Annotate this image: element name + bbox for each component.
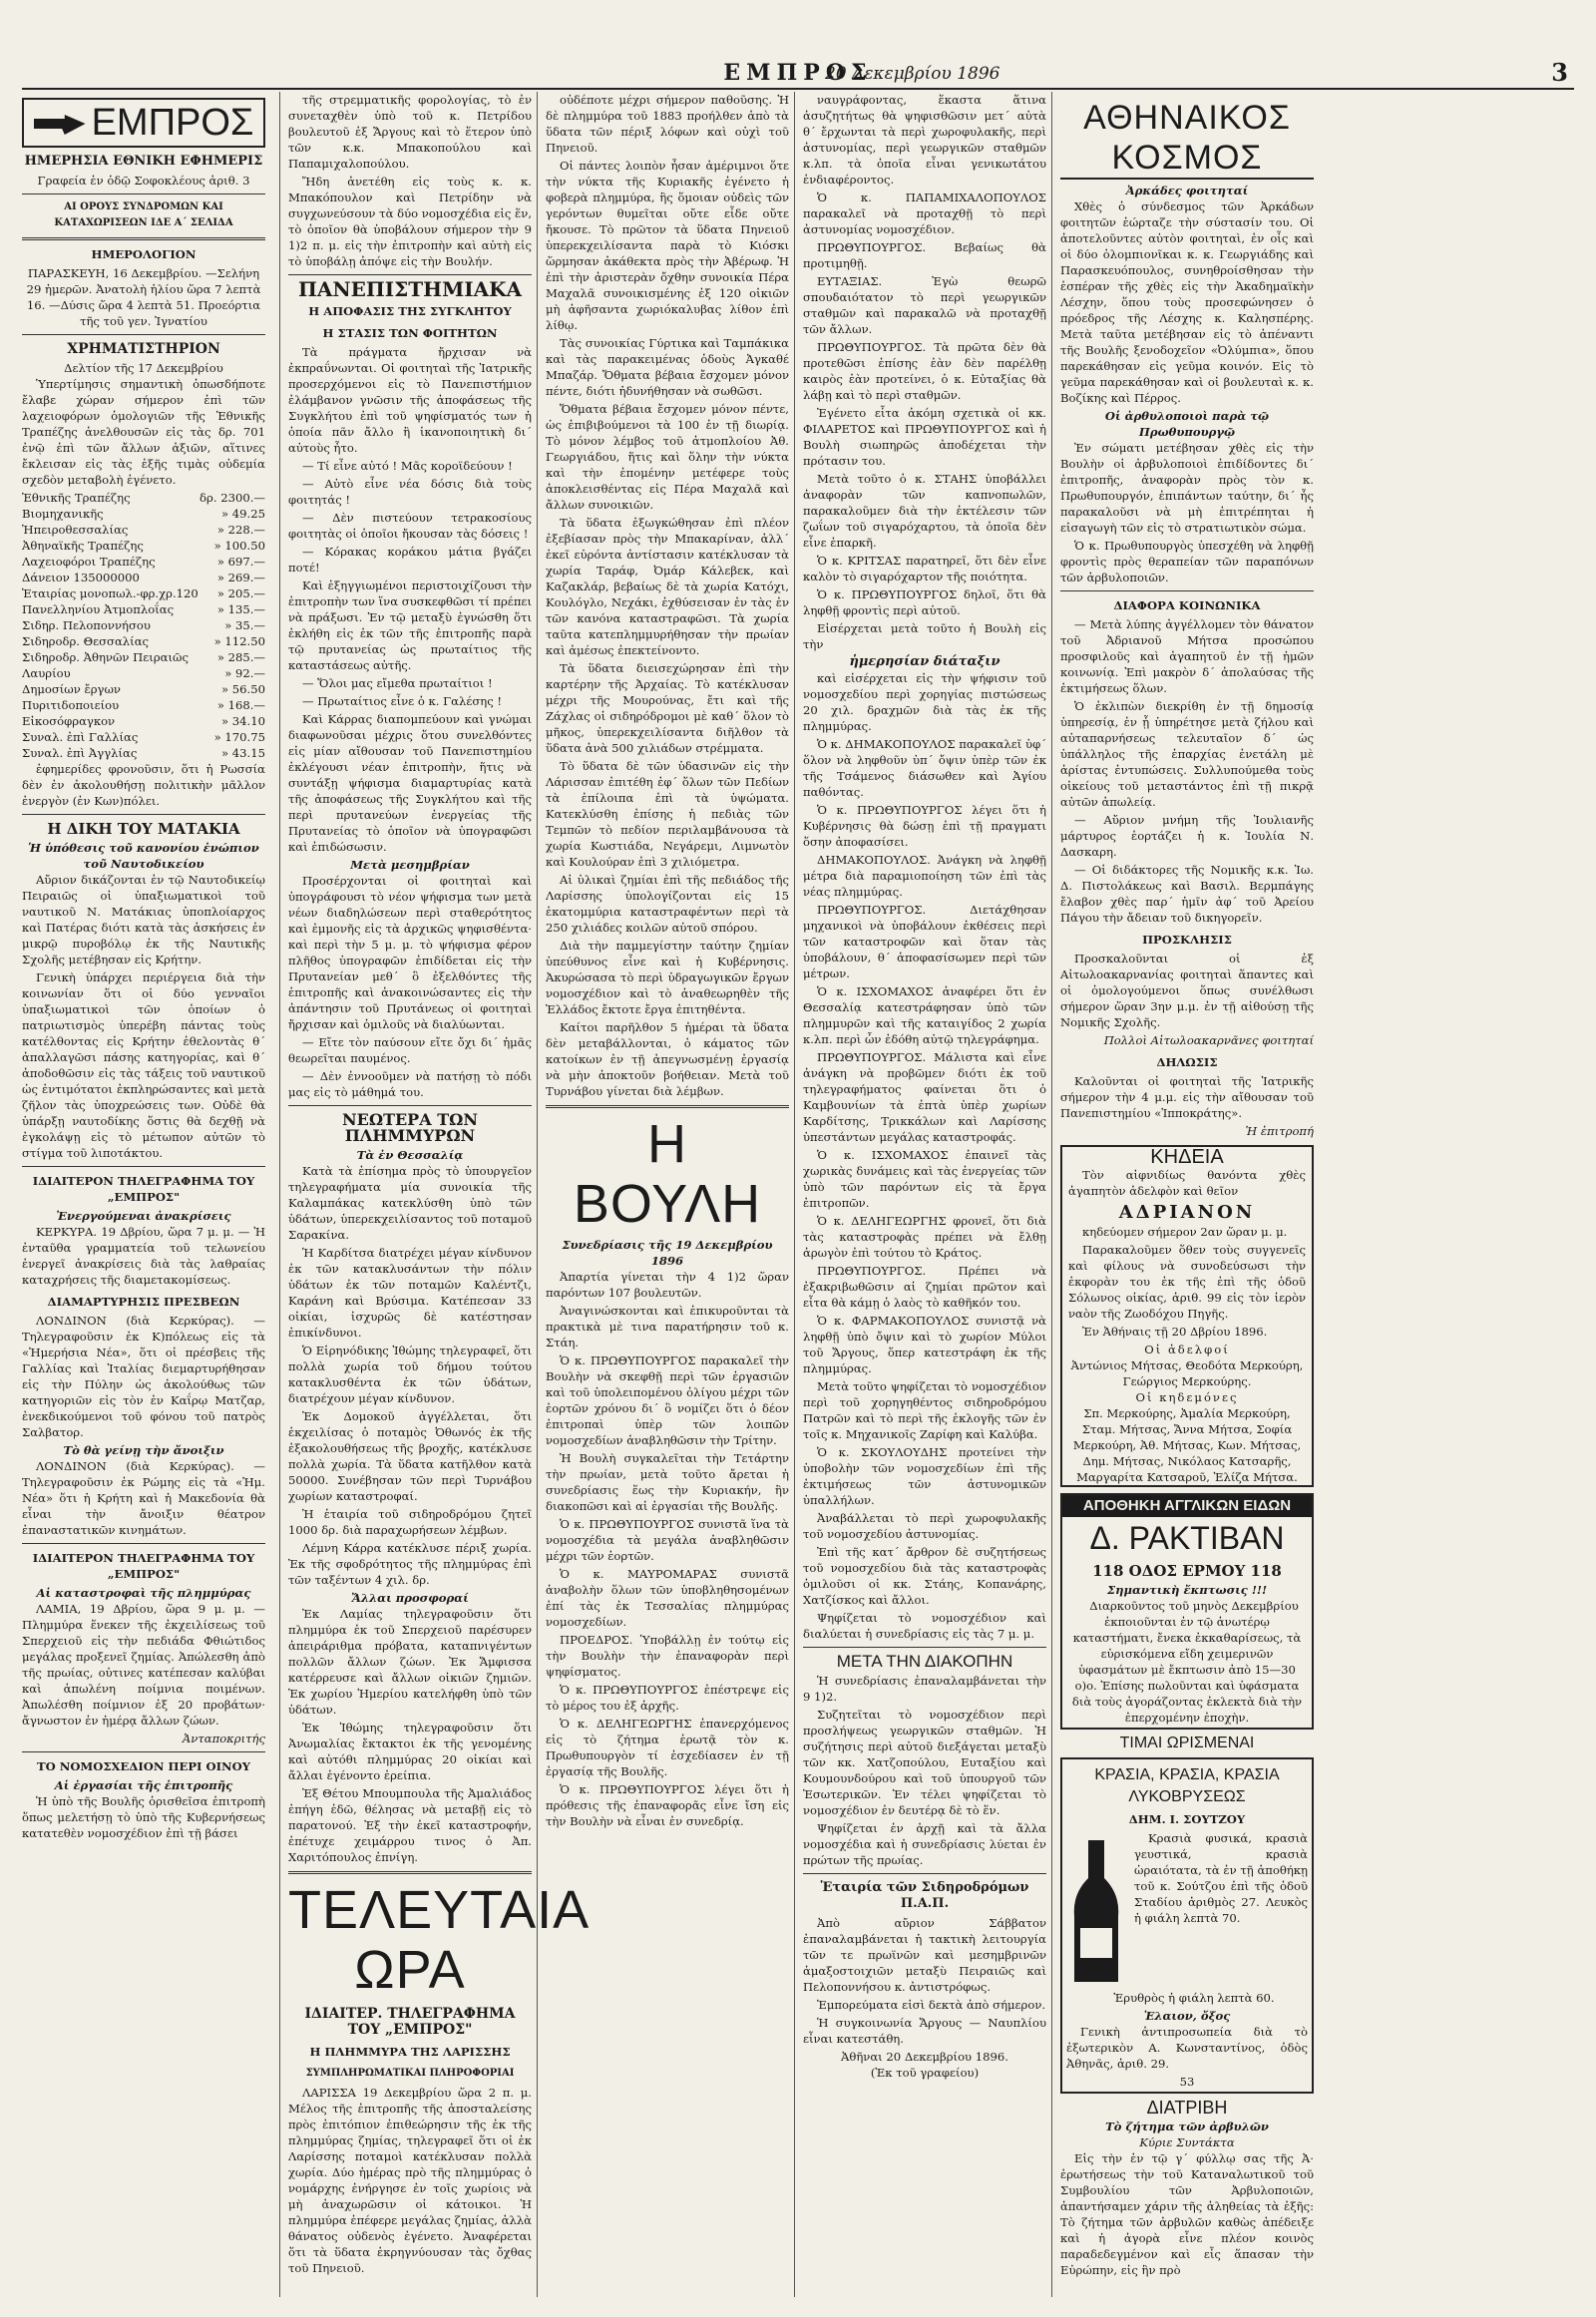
- parliament-p2: Ἀναγινώσκονται καὶ ἐπικυροῦνται τὰ πρακτικὰ μὲ τινα παρατήρησιν τοῦ κ. Στάη.: [546, 1304, 789, 1350]
- column-5: [1051, 92, 1314, 2297]
- col4-p9: Ὁ κ. ΠΡΩΘΥΠΟΥΡΓΟΣ δηλοῖ, ὅτι θὰ ληφθῇ φροντὶς περὶ αὐτοῦ.: [803, 587, 1046, 617]
- social-p3: — Αὔριον μνήμη τῆς Ἰουλιανῆς μάρτυρος ἑορτάζει ἡ κ. Ἰουλία Ν. Δασκαρη.: [1060, 813, 1314, 859]
- university-p1: Τὰ πράγματα ἤρχισαν νὰ ἐκπραΰνωνται. Οἱ φοιτηταὶ τῆς Ἰατρικῆς προσερχόμενοι εἰς τὸ Πανεπιστήμιον ἐλάμβανον γνῶσιν τῆς ἀποφάσεως τῆς Συγκλήτου ἐπὶ τοῦ ψηφίσματός των ἡ ὁποία πᾶν ἄλλο ἢ ἱκανοποιητικὴ δι΄ αὐτοὺς ἦτο.: [288, 345, 532, 455]
- parliament-p10: Ὁ κ. ΠΡΩΘΥΠΟΥΡΓΟΣ λέγει ὅτι ἡ πρόθεσις τῆς ἐπαναφορᾶς εἶνε ἴση εἰς τὴν Βουλὴν νὰ εἶναι ἐν συνεδρίᾳ.: [546, 1782, 789, 1828]
- stock-row: [22, 681, 265, 697]
- col2-p1: τῆς στρεμματικῆς φορολογίας, τὸ ἐν συνεταχθὲν ὑπὸ τοῦ κ. Πετρίδου βουλευτοῦ ἐξ Ἄργους καὶ τὸ ἕτερον ὑπὸ τῶν κ.κ. Μπακοπούλου καὶ Παπαμιχαλοπούλου.: [288, 93, 532, 171]
- wine-oil-subtitle: Ἐλαιον, ὄξος: [1143, 2009, 1231, 2023]
- railway-title: Ἑταιρία τῶν Σιδηροδρόμων Π.Α.Π.: [820, 1880, 1029, 1911]
- social-p4: — Οἱ διδάκτορες τῆς Νομικῆς κ.κ. Ἰω. Δ. Πιστολάκεως καὶ Βασιλ. Βερμπάγης ἔλαβον χθὲς παρ΄ ἡμῖν ἀφ΄ τοῦ Ἀρείου Πάγου τὴν ἄδειαν τοῦ δικηγορεῖν.: [1060, 863, 1314, 925]
- stock-row: [22, 665, 265, 681]
- col4-p22: Μετὰ τοῦτο ψηφίζεται τὸ νομοσχέδιον περὶ τοῦ χορηγηθέντος σιδηροδρόμου Πατρῶν καὶ τὸ περὶ τῆς ἐκλογῆς τῶν ἐν τοῖς κ. Μηχανικοῖς Ζαρίφη καὶ Καλύβα.: [803, 1379, 1046, 1441]
- order-of-day-title: ἡμερησίαν διάταξιν: [849, 654, 1000, 669]
- university-p5: — Κόρακας κοράκου μάτια βγάζει ποτέ!: [288, 545, 532, 575]
- protest-title: ΔΙΑΜΑΡΤΥΡΗΣΙΣ ΠΡΕΣΒΕΩΝ: [47, 1295, 240, 1309]
- page-header: [22, 60, 1574, 90]
- exchange-subtitle: Δελτίον τῆς 17 Δεκεμβρίου: [64, 361, 223, 375]
- diatribe-subtitle: Τὸ ζήτημα τῶν ἀρβυλῶν: [1105, 2120, 1269, 2133]
- parliament-p7: ΠΡΟΕΔΡΟΣ. Ὑποβάλλῃ ἐν τούτῳ εἰς τὴν Βουλὴν τὴν ἐπαναφορὰν περὶ ψηφίσματος.: [546, 1633, 789, 1679]
- athens-society-p1: Χθὲς ὁ σύνδεσμος τῶν Ἀρκάδων φοιτητῶν ἑώρταζε τὴν σύστασίν του. Οἱ ἀποτελοῦντες αὐτὸν φοιτηταὶ, ἐν οἷς καὶ οἱ δύο ὁλομπιονῖκαι κ. κ. Γεωργιάδης καὶ Παρασκευόπουλος, συνηθροίσθησαν τὴν ἑσπέραν τῆς χθὲς εἰς τὴν Ἀκαδημαϊκὴν Λέσχην, ὅπου τοὺς προσεφώνησεν ὁ πρόεδρος τῆς Λέσχης κ. Καλησπέρης. Μετὰ ταῦτα μετέβησαν εἰς τὸ ἀπέναντι τῆς Βουλῆς ξενοδοχεῖον «Ὀλύμπια», ὅπου παρεκάθησαν εἰς γεῦμα κοινόν. Εἰς τὸ γεῦμα παρεκάθησαν καὶ οἱ βουλευταὶ κ. κ. Βοζίκης καὶ Πέρρος.: [1060, 199, 1314, 405]
- stock-name: Πυριτιδοποιείου: [22, 698, 120, 712]
- stock-row: [22, 633, 265, 649]
- parliament-p5: Ὁ κ. ΠΡΩΘΥΠΟΥΡΓΟΣ συνιστᾶ ἵνα τὰ νομοσχέδια τὰ μεγάλα ἀναβληθῶσιν μέχρι τῶν ἑορτῶν.: [546, 1517, 789, 1563]
- matakia-title: Η ΔΙΚΗ ΤΟΥ ΜΑΤΑΚΙΑ: [47, 820, 240, 838]
- stock-name: Δάνειον 135000000: [22, 571, 140, 584]
- pointing-hand-icon: [34, 115, 86, 135]
- floods-p4: Ἐκ Δομοκοῦ ἀγγέλλεται, ὅτι ἐκχειλίσας ὁ ποταμὸς Ὀθωνός ἐκ τῆς ἐξακολουθήσεως τῆς βροχῆς, κατέκλυσε πολλὰ χωρία. Τὰ ὕδατα κατῆλθον κατὰ 50000. Συνέβησαν τῶν περὶ Τυρνάβου χωρίων καταστροφαί.: [288, 1409, 532, 1503]
- university-p11: — Δὲν ἐννοοῦμεν νὰ πατήσῃ τὸ πόδι μας εἰς τὸ μάθημά του.: [288, 1069, 532, 1099]
- wine-header-2: ΛΥΚΟΒΡΥΣΕΩΣ: [1128, 1788, 1246, 1805]
- wine-text: Κρασιὰ φυσικά, κρασιὰ γευστικά, κρασιὰ ὡραιότατα, τὰ ἐν τῇ ἀποθήκῃ τοῦ κ. Σούτζου ἐπὶ τῆς ὁδοῦ Σταδίου ἀριθμὸς 27. Λευκὸς ἡ φιάλη λεπτὰ 70.: [1134, 1831, 1308, 1925]
- col4-p3: ΠΡΩΘΥΠΟΥΡΓΟΣ. Βεβαίως θὰ προτιμηθῇ.: [803, 240, 1046, 270]
- last-hour-subtitle-2: Η ΠΛΗΜΜΥΡΑ ΤΗΣ ΛΑΡΙΣΣΗΣ: [309, 2045, 511, 2059]
- stock-row: [22, 522, 265, 538]
- stock-name: Ἑταιρίας μονοπωλ.-φρ.χρ.120: [22, 586, 199, 600]
- university-p2: — Τί εἶνε αὐτό ! Μᾶς κοροϊδεύουν !: [302, 459, 513, 473]
- floods-p9: Ἐξ Θέτου Μπουμπουλα τῆς Ἀμαλιάδος ἐπήγη ἐδῶ, θέλησας νὰ μεταβῇ εἰς τὸ παρατονού. Ἐξ τὴν ἐκεῖ καταστροφήν, ἐπέτυχε χειμάρρου τινος ὁ Ἀπ. Χαριτόπουλος ἐπνίγη.: [288, 1786, 532, 1864]
- declaration-signature: Ἡ ἐπιτροπή: [1245, 1124, 1314, 1138]
- shoemakers-p2: Ἐν σώματι μετέβησαν χθὲς εἰς τὴν Βουλὴν οἱ ἀρβυλοποιοὶ ἐπιδίδοντες δι΄ ἐπιτροπῆς, ἀναφορὰν πρὸς τὸν κ. Πρωθυπουργόν, ἐπιπάντων ταύτην, δι΄ ἧς παρακαλοῦσι νὰ μὴ ἐπιτρέπηται ἡ εἰσαγωγὴ τῶν εἰς τὸ στρατιωτικὸν σώμα.: [1060, 441, 1314, 535]
- columns: [22, 92, 1574, 2297]
- wine-owner: ΔΗΜ. Ι. ΣΟΥΤΖΟΥ: [1128, 1812, 1246, 1826]
- divider: [1060, 590, 1314, 591]
- wine-header: ΚΡΑΣΙΑ, ΚΡΑΣΙΑ, ΚΡΑΣΙΑ: [1094, 1766, 1280, 1783]
- stock-row: [22, 649, 265, 665]
- funeral-relatives: Σπ. Μερκούρης, Ἀμαλία Μερκούρη, Σταμ. Μήτσας, Ἄννα Μήτσα, Σοφία Μερκούρη, Ἀθ. Μήτσας, Κων. Μήτσας, Δημ. Μήτσας, Νικόλαος Κατσαρῆς, Μαργαρίτα Κατσαροῦ, Ἐλίζα Μήτσα.: [1072, 1406, 1302, 1484]
- col4-p24: Ἀναβάλλεται τὸ περὶ χωροφυλακῆς τοῦ νομοσχεδίου ἀστυνομίας.: [803, 1511, 1046, 1541]
- last-hour-text: ΛΑΡΙΣΣΑ 19 Δεκεμβρίου ὥρα 2 π. μ. Μέλος τῆς ἐπιτροπῆς τῆς ἀποσταλείσης πρὸς ἐπιτόπιον ἐπιθεώρησιν τῆς ἐκ τῆς πλημμύρας ζημίας, τηλεγραφεῖ ὅτι οἱ ἐκ Λαρίσσης ποταμοὶ κατέκλυσαν πολλὰ χωρία. Δύο ἡμέρας πρὸ τῆς πλημμύρας ὁ νομάρχης ἐνήργησε ἐν τοῖς χωρίοις νὰ μὴ ἀναχωρῶσιν οἱ κάτοικοι. Ἡ πλημμύρα ἐπέφερε μεγάλας ζημίας, ἀλλὰ θάνατος οὐδενὸς ἐγένετο. Ἀναφέρεται ὅτι τὰ ὕδατα ἐκρηγνύουσαν τὰς ὄχθας τοῦ Πηνειοῦ.: [288, 2086, 532, 2275]
- stock-table: [22, 490, 265, 761]
- stock-name: Ἠπειροθεσσαλίας: [22, 523, 129, 537]
- telegram2-subtitle: Αἱ καταστροφαὶ τῆς πλημμύρας: [36, 1586, 251, 1600]
- university-p6: Καὶ ἐξηγγιωμένοι περιστοιχίζουσι τὴν ἐπιτροπὴν των ἵνα συσκεφθῶσι τί πρέπει νὰ πράξωσι. Ἐν τῷ μεταξὺ ἐγνώσθη ὅτι ἐκλήθη εἰς ἐκ τῶν τῆς ἐπιτροπῆς παρὰ τῷ πρυτανείας ὡς πρωταίτιος τῆς καταστάσεως αὐτῆς.: [288, 579, 532, 672]
- declaration-p1: Καλοῦνται οἱ φοιτηταὶ τῆς Ἰατρικῆς σήμερον τὴν 4 μ.μ. εἰς τὴν αἴθουσαν τοῦ Πανεπιστημίου «Ἱπποκράτης».: [1060, 1074, 1314, 1120]
- floods-p2: Ἡ Καρδίτσα διατρέχει μέγαν κίνδυνον ἐκ τῶν κατακλυσάντων τὴν πόλιν ὑδάτων ἐκ τῶν ποταμῶν Καλέντζι, Καράνη καὶ Βρύσιμα. Κατέπεσαν 33 οἰκίαι, ἰσχυρῶς δὲ κατέστησαν ἐπικίνδυνοι.: [288, 1246, 532, 1340]
- masthead-box: [22, 98, 265, 148]
- col3-p7: Τὸ ὕδατα δὲ τῶν ὑδασινῶν εἰς τὴν Λάρισσαν ἐπιτέθη ἐφ΄ ὅλων τῶν Πεδίων τὰ ἐπίλοιπα ἐπὶ τὰ ὑψώματα. Κατεκλύσθη ἐπίσης ἡ πεδιὰς τῶν Τεμπῶν τὸ πεδίον περιλαμβάνουσα τὰ χωρία Κωστιάδα, Νεγάρεμι, Λιμνωτὸν καὶ Κουλούραν ἐπὶ 3 χιλιόμετρα.: [546, 759, 789, 869]
- divider: [288, 1105, 532, 1106]
- col4-p12: Ὁ κ. ΔΗΜΑΚΟΠΟΥΛΟΣ παρακαλεῖ ὑφ΄ ὅλον νὰ ληφθοῦν ὑπ΄ ὄψιν ὑπὲρ τῶν ἐκ τῆς Τσάμενος διάσωθεν καὶ Ἀγίου παθόντας.: [803, 737, 1046, 799]
- social-p1: — Μετὰ λύπης ἀγγέλλομεν τὸν θάνατον τοῦ Ἀδριανοῦ Μήτσα προσώπου προσφιλοῦς καὶ ἀγαπητοῦ ἐν τῇ ἡμῶν κοινωνίᾳ. Ἐπὶ μακρὸν δ΄ ἀπολαύσας τῆς ἐκτιμήσεως ὅλων.: [1060, 617, 1314, 695]
- railway-p1: Ἀπὸ αὔριον Σάββατον ἐπαναλαμβάνεται ἡ τακτικὴ λειτουργία τῶν τε πρωϊνῶν καὶ μεσημβρινῶν ἁμαξοστοιχιῶν μεταξὺ Πειραιῶς καὶ Πελοποννήσου κ. ἀντιστρόφως.: [803, 1916, 1046, 1994]
- shoemakers-subtitle: Οἱ ἀρθυλοποιοὶ παρὰ τῷ Πρωθυπουργῷ: [1104, 409, 1270, 439]
- col4-p6: Ἐγένετο εἶτα ἀκόμη σχετικὰ οἱ κκ. ΦΙΛΑΡΕΤΟΣ καὶ ΠΡΩΘΥΠΟΥΡΓΟΣ καὶ ἡ Βουλὴ σιωπηρῶς ἀποδέχεται τὴν πρότασιν του.: [803, 406, 1046, 468]
- page-number: 3: [1551, 58, 1568, 87]
- column-4: [794, 92, 1046, 2297]
- telegram2-signature: Ἀνταποκριτής: [182, 1732, 265, 1745]
- col4-p13: Ὁ κ. ΠΡΩΘΥΠΟΥΡΓΟΣ λέγει ὅτι ἡ Κυβέρνησις θὰ δώσῃ ἐπὶ τῇ πραγματι ὅσην ἀποφασίσει.: [803, 803, 1046, 849]
- telegram1-title: ΙΔΙΑΙΤΕΡΟΝ ΤΗΛΕΓΡΑΦΗΜΑ ΤΟΥ „ΕΜΠΡΟΣ": [32, 1174, 255, 1204]
- university-subtitle-2: Η ΣΤΑΣΙΣ ΤΩΝ ΦΟΙΤΗΤΩΝ: [322, 326, 498, 340]
- shop-name: Δ. ΡΑΚΤΙΒΑΝ: [1089, 1520, 1285, 1556]
- after-break-p2: Συζητεῖται τὸ νομοσχέδιον περὶ προσλήψεως γεωργικῶν σταθμῶν. Ἡ συζήτησις περὶ αὐτοῦ διεξάγεται μεταξὺ τῶν κκ. Χατζοπούλου, Ευταξίου καὶ Κουμουνδούρου καὶ τοῦ ὑπουργοῦ τῶν Ἐσωτερικῶν. Ἐν τέλει ψηφίζεται τὸ νομοσχέδιον ἐν δευτέρᾳ δὲ τὸ ἕν.: [803, 1708, 1046, 1817]
- wine-bill-text: Ἡ ὑπὸ τῆς Βουλῆς ὁρισθεῖσα ἐπιτροπὴ ὅπως μελετήσῃ τὸ ὑπὸ τῆς Κυβερνήσεως κατατεθὲν νομοσχέδιον ἐπὶ τῇ βάσει: [22, 1794, 265, 1840]
- stock-value: » 100.50: [213, 539, 265, 553]
- stock-value: δρ. 2300.—: [200, 491, 265, 505]
- stock-name: Πανελληνίου Ἀτμοπλοΐας: [22, 602, 175, 616]
- stock-value: » 285.—: [216, 650, 265, 664]
- stock-row: [22, 745, 265, 761]
- invitation-title: ΠΡΟΣΚΛΗΣΙΣ: [1142, 933, 1232, 947]
- last-hour-subtitle-3: ΣΥΜΠΛΗΡΩΜΑΤΙΚΑΙ ΠΛΗΡΟΦΟΡΙΑΙ: [305, 2068, 515, 2079]
- railway-p3: Ἡ συγκοινωνία Ἄργους — Ναυπλίου εἶναι κατεστάθη.: [803, 2016, 1046, 2046]
- parliament-p8: Ὁ κ. ΠΡΩΘΥΠΟΥΡΓΟΣ ἐπέστρεψε εἰς τὸ μέρος του ἐξ ἀρχῆς.: [546, 1683, 789, 1713]
- university-p9: Καὶ Κάρρας διαπομπεύουν καὶ γνώμαι διαφωνοῦσαι μέχρις ὅτου συνελθόντες εἰς μίαν αἴθουσαν τοῦ Πανεπιστημίου ἐκλέγουσι νέαν ἐπιτροπὴν, ἥτις νὰ συντάξῃ ψήφισμα διαμαρτυρίας κατὰ τῆς ἀποφάσεως τῆς Συγκλήτου καὶ τῆς περὶ πρυτανεύων ἐνεργείας τῆς Πρυτανείας τὸ ὁποῖον νὰ ὑπογραφῶσι καὶ ἐπιδώσωσιν.: [288, 712, 532, 854]
- stock-name: Δημοσίων ἔργων: [22, 682, 121, 696]
- wine-bottle-icon: [1066, 1836, 1126, 1986]
- divider: [803, 1647, 1046, 1648]
- floods-p1: Κατὰ τὰ ἐπίσημα πρὸς τὸ ὑπουργεῖον τηλεγραφήματα μία συνοικία τῆς Καλαμπάκας κατεκλύσθη ὑπὸ τῶν ὑδάτων, ὑπερεκχειλίσαντος τοῦ ποταμοῦ Σαρακίνα.: [288, 1164, 532, 1242]
- stock-name: Συναλ. ἐπὶ Ἀγγλίας: [22, 746, 138, 760]
- col4-p15: ΠΡΩΘΥΠΟΥΡΓΟΣ. Διετάχθησαν μηχανικοὶ νὰ ὑποβάλουν ἐκθέσεις περὶ τῶν καταστροφῶν καὶ ὅταν τὰς ὑποβάλουν, θ΄ ἀποφασίσωμεν περὶ τῶν μέτρων.: [803, 903, 1046, 980]
- stock-name: Εἰκοσόφραγκον: [22, 714, 116, 728]
- wine-red: Ἐρυθρὸς ἡ φιάλη λεπτὰ 60.: [1113, 1991, 1275, 2005]
- matakia-p1: Αὔριον δικάζονται ἐν τῷ Ναυτοδικείῳ Πειραιῶς οἱ ὑπαξιωματικοὶ τοῦ ναυτικοῦ Ν. Ματάκιας ὑποπλοίαρχος καὶ Πατέρας διότι κατὰ τὰς ἀσκήσεις ἐν μικρῷ πυροβόλῳ ἐκ τῆς Ναυτικῆς Σχολῆς μετέβησαν εἰς Κρήτην.: [22, 873, 265, 966]
- stock-name: Ἐθνικῆς Τραπέζης: [22, 491, 131, 505]
- stock-value: » 135.—: [216, 602, 265, 616]
- funeral-date: Ἐν Ἀθήναις τῇ 20 Δβρίου 1896.: [1082, 1325, 1268, 1339]
- diatribe-text: Εἰς τὴν ἐν τῷ γ΄ φύλλῳ σας τῆς Ἀ· ἐρωτήσεως τὴν τοῦ Καταναλωτικοῦ τοῦ Συμβουλίου τῶν Ἀρβυλοποιῶν, ἀπαντήσαμεν χάριν τῆς ἀληθείας τὰ ἑξῆς: Τὸ ζήτημα τῶν ἀρβυλῶν καθὼς ἀπέδειξε καὶ ἡ ἀγορὰ εἶνε πλέον κοινὸς παραδεδεγμένον καὶ εἶς ἅπασαν τὴν Εὐρώπην, εἰς ἣν πρὸ: [1060, 2151, 1314, 2277]
- col3-p8: Αἱ ὑλικαὶ ζημίαι ἐπὶ τῆς πεδιάδος τῆς Λαρίσσης ὑπολογίζονται εἰς 15 ἑκατομμύρια καταστραφέντων περὶ τὰ 250 χιλιάδες κοιλῶν αὐτοῦ σπόρου.: [546, 873, 789, 935]
- stock-row: [22, 601, 265, 617]
- social-p2: Ὁ ἐκλιπὼν διεκρίθη ἐν τῇ δημοσίᾳ ὑπηρεσίᾳ, ἐν ᾗ ὑπηρέτησε μετὰ ζήλου καὶ αὐταπαρνήσεως τελευταῖον δ΄ ὡς ὑπάλληλος τῆς ἐπαρχίας ἐνετάλη μὲ ἀρίστας ἐντυπώσεις. Συλλυπούμεθα τοὺς οἰκείους τοῦ μεταστάντος ἐπὶ τῇ πικρᾷ αὐτῶν ἀπωλείᾳ.: [1060, 699, 1314, 809]
- funeral-notice: [1060, 1145, 1314, 1487]
- col4-p17: ΠΡΩΘΥΠΟΥΡΓΟΣ. Μάλιστα καὶ εἶνε ἀνάγκη νὰ προβῶμεν διότι ἐκ τοῦ τηλεγραφήματος φαίνεται ὅτι ὁ Καμβουνίων τὰ ἐπτὰ ὑπὲρ χωρίων Καρδίτσης, Τρικκάλων καὶ Λαρίσσης ὑπεστάντων μεγάλας καταστροφάς.: [803, 1050, 1046, 1144]
- wine-text-2: Γενικὴ ἀντιπροσωπεία διὰ τὸ ἐξωτερικὸν Α. Κωνσταντίνος, ὁδὸς Ἀθηνᾶς, ἀριθ. 29.: [1066, 2025, 1308, 2071]
- floods-p8: Ἐκ Ἰθώμης τηλεγραφοῦσιν ὅτι Ἀνωμαλίας ἔκτακτοι ἐκ τῆς γενομένης καὶ αὐτόθι πλημμύρας 20 οἰκίαι καὶ ἄλλαι ἐγένοντο ἐρείπια.: [288, 1721, 532, 1782]
- stock-value: » 35.—: [224, 618, 265, 632]
- funeral-siblings: Ἀντώνιος Μήτσας, Θεοδότα Μερκούρη, Γεώργιος Μερκούρης.: [1070, 1358, 1304, 1388]
- social-title: ΔΙΑΦΟΡΑ ΚΟΙΝΩΝΙΚΑ: [1113, 598, 1261, 612]
- col3-p9: Διὰ τὴν παμμεγίστην ταύτην ζημίαν ὑπεύθυνος εἶνε καὶ ἡ Κυβέρνησις. Ἀκυρώσασα τὸ περὶ ὑδραγωγικῶν ἔργων νομοσχέδιον καὶ τὸ ἀναθεωρηθὲν τῆς Ἑλλάδος ἔκτοτε ἔργα ἐπιτηθέντα.: [546, 939, 789, 1016]
- university-p8: — Πρωταίτιος εἶνε ὁ κ. Γαλέσης !: [302, 694, 503, 708]
- funeral-p1: Τὸν αἰφνιδίως θανόντα χθὲς ἀγαπητὸν ἀδελφὸν καὶ θεῖον: [1068, 1168, 1306, 1198]
- col4-p1: ναυγράφοντας, ἕκαστα ἅτινα ἀσυζητήτως θὰ ψηφισθῶσιν μετ΄ αὐτὰ θ΄ ἔρχωνται τὰ περὶ χωροφυλακῆς, περὶ ἀστυνομίας, περὶ γεωργικῶν σταθμῶν κ.λπ. τὰ ὁποῖα εἶναι γενικωτάτου ἐνδιαφέροντος.: [803, 93, 1046, 187]
- after-break-title: ΜΕΤΑ ΤΗΝ ΔΙΑΚΟΠΗΝ: [836, 1652, 1013, 1671]
- col4-p5: ΠΡΩΘΥΠΟΥΡΓΟΣ. Τὰ πρῶτα δὲν θὰ προτεθῶσι ἐπίσης ἐὰν δὲν παρέλθῃ καιρὸς ἐὰν προτείνει, ὁ κ. Εὐταξίας θὰ λάβῃ καὶ τὸ περὶ σταθμῶν.: [803, 340, 1046, 402]
- stock-value: » 170.75: [213, 730, 265, 744]
- calendar-text: ΠΑΡΑΣΚΕΥΗ, 16 Δεκεμβρίου. —Σελήνη 29 ἡμερῶν. Ἀνατολὴ ἡλίου ὥρα 7 λεπτὰ 16. —Δύσις ὥρα 4 λεπτὰ 51. Προεόρτια τῆς τοῦ γεν. Ἰγνατίου: [26, 266, 261, 328]
- stock-row: [22, 697, 265, 713]
- divider: [22, 237, 265, 240]
- matakia-subtitle: Ἡ ὑπόθεσις τοῦ κανονίου ἐνώπιον τοῦ Ναυτοδικείου: [28, 841, 259, 871]
- divider: [546, 1105, 789, 1108]
- col4-p18: Ὁ κ. ΙΣΧΟΜΑΧΟΣ ἐπαινεῖ τὰς χωρικὰς δυνάμεις καὶ τὰς ἐνεργείας τῶν ὑπὸ τῶν παρόντων εἰς τὰ ἔργα ἐπιτροπῶν.: [803, 1148, 1046, 1210]
- stock-name: Λαχειοφόροι Τραπέζης: [22, 555, 156, 569]
- col4-p23: Ὁ κ. ΣΚΟΥΛΟΥΔΗΣ προτείνει τὴν ὑποβολὴν τῶν νομοσχεδίων ἐπὶ τῆς ἐκτιμήσεως τῶν ἀστυνομικῶν ὑπαλλήλων.: [803, 1445, 1046, 1507]
- col4-p20: ΠΡΩΘΥΠΟΥΡΓΟΣ. Πρέπει νὰ ἐξακριβωθῶσιν αἱ ζημίαι πρῶτον καὶ εἶτα θὰ κάμῃ ὁ λαὸς τὸ καθῆκόν του.: [803, 1264, 1046, 1310]
- stock-row: [22, 506, 265, 522]
- divider: [22, 814, 265, 815]
- university-p7: — Ὅλοι μας εἴμεθα πρωταίτιοι !: [302, 676, 493, 690]
- afternoon-text: Προσέρχονται οἱ φοιτηταὶ καὶ ὑπογράφουσι τὸ νέον ψήφισμα των μετὰ νέων διαδηλώσεων περὶ σταθερότητος καὶ ἐμμονῆς εἰς τὰ ἀρχικῶς ψηφισθέντα· καὶ περὶ τὴν 5 μ. μ. τὸ ψήφισμα φέρον πλῆθος ὑπογραφῶν ἐπιδίδεται εἰς τὴν Πρυτανείαν μεθ΄ ὃ ἐξελθόντες τῆς ἐπιτροπῆς καὶ ἀνακοινώσαντες εἰς τὴν ἀπάντησιν τοῦ Πρυτάνεως οἱ φοιτηταὶ ἤρχισαν καὶ ὁμιλοῦς νὰ διαλύωνται.: [288, 874, 532, 1031]
- stock-name: Σιδηροδρ. Θεσσαλίας: [22, 634, 150, 648]
- stock-name: Ἀθηναϊκῆς Τραπέζης: [22, 539, 144, 553]
- funeral-relatives-title: Οἱ κηδεμόνες: [1135, 1390, 1239, 1404]
- parliament-p4: Ἡ Βουλὴ συγκαλεῖται τὴν Τετάρτην τὴν πρωίαν, μετὰ τοῦτο ἄρεται ἡ συνεδρίασις ἕως τὴν Κυριακήν, ἣν διακοπῶσι καὶ αἱ ἐργασίαι τῆς Βουλῆς.: [546, 1451, 789, 1513]
- floods-title: ΝΕΩΤΕΡΑ ΤΩΝ ΠΛΗΜΜΥΡΩΝ: [342, 1110, 478, 1145]
- col3-p4: Ὅθματα βέβαια ἔσχομεν μόνον πέντε, ὡς ἐπιβιβούμενοι τὰ 100 ἐν τῇ διωρίᾳ. Τὸ μόνον λέμβος τοῦ ἀτμοπλοίου Ἀθ. Γεωργιάδου, ἥτις καὶ ὅλην τὴν νύκτα καὶ τὴν ἐπομένην μετέφερε τοὺς ἀποκλεισθέντας εἰς Πέρα Μαχαλᾶ καὶ ἄλλων συνοικιῶν.: [546, 402, 789, 512]
- stock-row: [22, 570, 265, 585]
- university-subtitle-1: Η ΑΠΟΦΑΣΙΣ ΤΗΣ ΣΥΓΚΛΗΤΟΥ: [308, 304, 512, 318]
- funeral-name: ΑΔΡΙΑΝΟΝ: [1118, 1202, 1256, 1223]
- funeral-p2: κηδεύομεν σήμερον 2αν ὥραν μ. μ.: [1082, 1225, 1288, 1239]
- afternoon-subtitle: Μετὰ μεσημβρίαν: [350, 858, 470, 872]
- stock-row: [22, 554, 265, 570]
- stock-row: [22, 538, 265, 554]
- calendar-title: ΗΜΕΡΟΛΟΓΙΟΝ: [91, 247, 197, 261]
- col4-p25: Ἐπὶ τῆς κατ΄ ἄρθρον δὲ συζητήσεως τοῦ νομοσχεδίου διὰ τὰς καταστροφὰς ὁμιλοῦσι οἱ κκ. Στάης, Κοπανάρης, Χατζίσκος καὶ ἄλλοι.: [803, 1545, 1046, 1607]
- parliament-p9: Ὁ κ. ΔΕΛΗΓΕΩΡΓΗΣ ἐπανερχόμενος εἰς τὸ ζήτημα ἐρωτᾷ τὸν κ. Πρωθυπουργὸν τί ἐσχεδίασεν ἐν τῇ ἐργασίᾳ τῆς Βουλῆς.: [546, 1717, 789, 1778]
- floods-p7: Ἐκ Λαμίας τηλεγραφοῦσιν ὅτι πλημμύρα ἐκ τοῦ Σπερχειοῦ παρέσυρεν ἀπειράριθμα πρόβατα, καταπνιγέντων πολλῶν ἄλλων ζώων. Ἐκ Ἄμφισσα κατέρρευσε καὶ ἄλλων οἰκιῶν ζημιῶν. Ἐκ χωρίου Ἡμερίου κατελήφθη ὑπὸ τῶν ὑδάτων.: [288, 1607, 532, 1717]
- col4-p10: Εἰσέρχεται μετὰ τοῦτο ἡ Βουλὴ εἰς τὴν: [803, 621, 1046, 651]
- col4-p4: ΕΥΤΑΞΙΑΣ. Ἐγὼ θεωρῶ σπουδαιότατον τὸ περὶ γεωργικῶν σταθμῶν καὶ παρακαλῶ νὰ προταχθῇ τῶν ἄλλων.: [803, 274, 1046, 336]
- funeral-siblings-title: Οἱ ἀδελφοί: [1144, 1343, 1230, 1356]
- stock-name: Συναλ. ἐπὶ Γαλλίας: [22, 730, 139, 744]
- shop-text: Διαρκοῦντος τοῦ μηνὸς Δεκεμβρίου ἐκποιοῦνται ἐν τῷ ἀνωτέρῳ καταστήματι, ἔνεκα ἐκκαθαρίσεως, τὰ εὑρισκόμενα εἴδη χειμερινῶν ὑφασμάτων μὲ ἔκπτωσιν ἀπὸ 15—30 ο)ο. Ἐπίσης πωλοῦνται καὶ ὑφάσματα διὰ τοὺς ἀγοράζοντας ἐκλεκτὰ διὰ τὴν ἐπερχομένην ἐποχὴν.: [1071, 1599, 1303, 1725]
- divider: [22, 1543, 265, 1544]
- column-2: [279, 92, 591, 2297]
- railway-p2: Ἐμπορεύματα εἰσὶ δεκτὰ ἀπὸ σήμερον.: [817, 1998, 1046, 2012]
- stock-name: Βιομηχανικῆς: [22, 507, 104, 521]
- invitation-p1: Προσκαλοῦνται οἱ ἐξ Αἰτωλοακαρνανίας φοιτηταὶ ἅπαντες καὶ οἱ ὁμολογούμενοι ὅπως συνέλθωσι σήμερον ὥραν 3ην μ.μ. ἐν τῇ αἰθούσῃ τῆς Νομικῆς Σχολῆς.: [1060, 952, 1314, 1029]
- shop-advert: [1060, 1493, 1314, 1730]
- stock-value: » 92.—: [224, 666, 265, 680]
- stock-value: » 168.—: [216, 698, 265, 712]
- floods-subtitle: Τὰ ἐν Θεσσαλίᾳ: [356, 1148, 464, 1162]
- divider: [22, 193, 265, 194]
- floods-p3: Ὁ Εἰρηνόδικης Ἰθώμης τηλεγραφεῖ, ὅτι πολλὰ χωρία τοῦ δήμου τούτου κατακλυσθέντα ἐκ τῶν ὑδάτων, διατρέχουν μέγαν κίνδυνον.: [288, 1344, 532, 1405]
- stock-name: Λαυρίου: [22, 666, 71, 680]
- exchange-title: ΧΡΗΜΑΤΙΣΤΗΡΙΟΝ: [67, 341, 220, 357]
- col4-p21: Ὁ κ. ΦΑΡΜΑΚΟΠΟΥΛΟΣ συνιστᾷ νὰ ληφθῇ ὑπὸ ὄψιν καὶ τὸ χωρίον Μύλοι τοῦ Ἄργους, ὅπερ κατεστράφη ἐκ τῆς πλημμύρας.: [803, 1314, 1046, 1375]
- wine-number: 53: [1179, 2075, 1195, 2089]
- parliament-title: Η ΒΟΥΛΗ: [573, 1114, 762, 1234]
- column-1: [22, 92, 265, 2297]
- stock-value: » 205.—: [216, 586, 265, 600]
- stock-row: [22, 729, 265, 745]
- stock-value: » 269.—: [216, 571, 265, 584]
- diatribe-salutation: Κύριε Συντάκτα: [1139, 2135, 1235, 2149]
- after-break-p1: Ἡ συνεδρίασις ἐπαναλαμβάνεται τὴν 9 1)2.: [803, 1674, 1046, 1704]
- floods-p6: Λέμνη Κάρρα κατέκλυσε πέριξ χωρία. Ἐκ τῆς σφοδρότητος τῆς πλημμύρας ἐπὶ τῶν ταξέντων 4 χιλ. δρ.: [288, 1541, 532, 1587]
- protest-text: ΛΟΝΔΙΝΟΝ (διὰ Κερκύρας). — Τηλεγραφοῦσιν ἐκ Κ)πόλεως εἰς τὰ «Ἡμερήσια Νέα», ὅτι οἱ πρέσβεις τῆς Γαλλίας καὶ Ἰταλίας διεμαρτυρήθησαν εἰς τὴν Πύλην ὡς ἀκολούθως τῶν κατηγοριῶν εἰς τὸν ἐν Καΐρῳ Ματζαρ, ἐνεκδικούμενοι τοῦ φόνου τοῦ πατρὸς Σαλβατορ.: [22, 1314, 265, 1439]
- col3-p10: Καίτοι παρῆλθον 5 ἡμέραι τὰ ὕδατα δὲν μεταβάλλονται, ὁ κάματος τῶν κατοίκων ἐν τῇ ἀπεγνωσμένῃ ἐργασίᾳ νὰ μὴν ἀποκτοῦν βοήθειαν. Μετὰ τοῦ Τυρνάβου γίνεται διὰ λέμβων.: [546, 1020, 789, 1098]
- paper-name: ΕΜΠΡΟΣ: [723, 60, 873, 86]
- col4-p7: Μετὰ τοῦτο ὁ κ. ΣΤΑΗΣ ὑποβάλλει ἀναφορὰν τῶν καπνοπωλῶν, παρακαλοῦμεν διὰ τὴν ἐκτέλεσιν τῶν ζωΐων τοῦ σιγαρόχαρτου, τὰ ὁποῖα δὲν εἶνε ἐπαρκῆ.: [803, 472, 1046, 550]
- declaration-title: ΔΗΛΩΣΙΣ: [1156, 1055, 1218, 1069]
- wine-bill-subtitle: Αἱ ἐργασίαι τῆς ἐπιτροπῆς: [54, 1778, 233, 1792]
- col3-p6: Τὰ ὕδατα διεισεχώρησαν ἐπὶ τὴν καρτέρην τῆς Ἀρχαίας. Τὸ κατέκλυσαν μέχρι τῆς Μουρούνας, ἔτι καὶ τῆς Ζάχλας οἱ σιδηρόδρομοι μὲ καθ΄ ὅλον τὸ μῆκος, ὑπερεκχειλίσαντα διῆλθον τὰ ὕδατα ἀνὰ 500 χιλιάδων στρέμματα.: [546, 661, 789, 755]
- column-3: [537, 92, 789, 2297]
- stock-row: [22, 490, 265, 506]
- col4-p14: ΔΗΜΑΚΟΠΟΥΛΟΣ. Ἀνάγκη νὰ ληφθῇ μέτρα διὰ παραμιοποίηση τῶν ἐπὶ τὰς νέας πλημμύρας.: [803, 853, 1046, 899]
- masthead-terms: ΑΙ ΟΡΟΥΣ ΣΥΝΔΡΟΜΩΝ ΚΑΙ ΚΑΤΑΧΩΡΙΣΕΩΝ ΙΔΕ Α΄ ΣΕΛΙΔΑ: [54, 201, 233, 228]
- stock-value: » 697.—: [216, 555, 265, 569]
- masthead-office: Γραφεία ἐν ὁδῷ Σοφοκλέους ἀριθ. 3: [37, 174, 250, 188]
- col3-p3: Τὰς συνοικίας Γύρτικα καὶ Ταμπάκικα καὶ τὰς παρακειμένας ὁδοὺς Ἀγκαθέ Μπαζάρ. Ὅθματα βέβαια ἔσχομεν μόνον πέντε, διότι ἠδυνήθησαν νὰ σωθῶσι.: [546, 336, 789, 398]
- col4-p16: Ὁ κ. ΙΣΧΟΜΑΧΟΣ ἀναφέρει ὅτι ἐν Θεσσαλίᾳ κατεστράφησαν ὑπὸ τῶν πλημμυρῶν καὶ τῆς καταιγίδος 2 χωρία κ.λπ. περὶ ὧν ἐδόθη αὐτῷ τηλεγράφημα.: [803, 984, 1046, 1046]
- wine-advert: [1060, 1757, 1314, 2094]
- divider: [288, 1871, 532, 1874]
- stock-value: » 34.10: [221, 714, 265, 728]
- col3-p2: Οἱ πάντες λοιπὸν ἦσαν ἀμέριμνοι ὅτε τὴν νύκτα τῆς Κυριακῆς ἐγένετο ἡ φοβερὰ πλημμύρα, ἣς ὅμοιαν οὐδεὶς τῶν γερόντων θυμεῖται οὔτε εἶδε οὔτε ἤκουσε. Τὸ πρῶτον τὰ ὕδατα Πηνειοῦ ὑπερεκχειλίσαντα παρὰ τὸ Κιόσκι ὥρμησαν ἀκάθεκτα πρὸς τὴν Ἀβέρωφ. Ἡ ἐπὶ τὴν ἀριστερὰν ὄχθην συνοικία Πέρα Μαχαλᾶ συνοικισμένης ἐξ 120 οἰκιῶν μὴ ἀφῆσαντα χωριόκαλυβας λίθον ἐπὶ λίθῳ.: [546, 159, 789, 332]
- parliament-subtitle: Συνεδρίασις τῆς 19 Δεκεμβρίου 1896: [562, 1238, 773, 1268]
- divider: [803, 1873, 1046, 1874]
- after-break-p3: Ψηφίζεται ἐν ἀρχῇ καὶ τὰ ἄλλα νομοσχέδια καὶ ἡ συνεδρίασις λύεται ἐν πρώτων τῆς πρωίας.: [803, 1821, 1046, 1867]
- funeral-title: ΚΗΔΕΙΑ: [1150, 1146, 1224, 1168]
- col4-p11: καὶ εἰσέρχεται εἰς τὴν ψήφισιν τοῦ νομοσχεδίου περὶ χορηγίας πιστώσεως 20 χιλ. δραχμῶν διὰ τὰς ἐκ τῆς πλημμύρας.: [803, 671, 1046, 733]
- masthead-title: ΕΜΠΡΟΣ: [28, 102, 259, 144]
- athens-society-title: ΑΘΗΝΑΙΚΟΣ ΚΟΣΜΟΣ: [1060, 98, 1314, 180]
- crete-subtitle: Τὸ θὰ γείνῃ τὴν ἄνοιξιν: [63, 1443, 224, 1457]
- parliament-p1: Ἀπαρτία γίνεται τὴν 4 1)2 ὥραν παρόντων 107 βουλευτῶν.: [546, 1270, 789, 1300]
- col4-p8: Ὁ κ. ΚΡΙΤΣΑΣ παρατηρεῖ, ὅτι δὲν εἶνε καλὸν τὸ σιγαρόχαρτον τῆς ποιότητα.: [803, 554, 1046, 583]
- stock-name: Σιδηροδρ. Ἀθηνῶν Πειραιῶς: [22, 650, 189, 664]
- telegram1-text: ΚΕΡΚΥΡΑ. 19 Δβρίου, ὥρα 7 μ. μ. — Ἡ ἐνταῦθα γραμματεία τοῦ τελωνείου ἐνεργεῖ ἀνακρίσεις διὰ τὰς λαθραίας καταχρήσεις τῆς διαμετακομίσεως.: [22, 1225, 265, 1287]
- floods-subtitle-2: Ἄλλαι προσφοραί: [351, 1591, 469, 1605]
- stock-value: » 49.25: [221, 507, 265, 521]
- col4-p26: Ψηφίζεται τὸ νομοσχέδιον καὶ διαλύεται ἡ συνεδρίασις εἰς τὰς 7 μ. μ.: [803, 1611, 1046, 1641]
- diatribe-title: ΔΙΑΤΡΙΒΗ: [1146, 2098, 1228, 2118]
- floods-p5: Ἡ ἑταιρία τοῦ σιδηροδρόμου ζητεῖ 1000 δρ. διὰ παραχωρήσεων λέμβων.: [288, 1507, 532, 1537]
- stock-value: » 56.50: [221, 682, 265, 696]
- telegram2-title: ΙΔΙΑΙΤΕΡΟΝ ΤΗΛΕΓΡΑΦΗΜΑ ΤΟΥ „ΕΜΠΡΟΣ": [32, 1551, 255, 1581]
- wine-bill-title: ΤΟ ΝΟΜΟΣΧΕΔΙΟΝ ΠΕΡΙ ΟΙΝΟΥ: [36, 1759, 251, 1773]
- divider: [22, 334, 265, 335]
- col3-p1: οὐδέποτε μέχρι σήμερον παθοῦσης. Ἡ δὲ πλημμύρα τοῦ 1883 προήλθεν ἀπὸ τὰ ὕδατα τῶν πέριξ λόφων καὶ οὐχὶ τοῦ Πηνειοῦ.: [546, 93, 789, 155]
- masthead-subtitle: ΗΜΕΡΗΣΙΑ ΕΘΝΙΚΗ ΕΦΗΜΕΡΙΣ: [24, 154, 263, 169]
- divider: [22, 1166, 265, 1167]
- university-p3: — Αὐτὸ εἶνε νέα δόσις διὰ τοὺς φοιτητάς !: [288, 477, 532, 507]
- railway-signature: (Ἐκ τοῦ γραφείου): [870, 2066, 980, 2080]
- exchange-outro: ἐφημερίδες φρονοῦσιν, ὅτι ἡ Ρωσσία δὲν ἐν ἀκολουθήσῃ πολιτικὴν μᾶλλον ἐνεργὸν (ἐν Κων)πόλει.: [22, 762, 265, 808]
- parliament-p6: Ὁ κ. ΜΑΥΡΟΜΑΡΑΣ συνιστᾶ ἀναβολὴν ὅλων τῶν ὑποβληθησομένων ἐπί τὰς ἐκ Τεσσαλίας πλημμύρας νομοσχεδίων.: [546, 1567, 789, 1629]
- exchange-intro: Ὑπερτίμησις σημαντικὴ ὁπωσδήποτε ἔλαβε χώραν σήμερον ἐπὶ τῶν λαχειοφόρων ὁμολογιῶν τῆς Ἐθνικῆς Τραπέζης ἀνελθουσῶν εἰς τὰς δρ. 701 ἐνῷ ἐπὶ τῶν ἄλλων ἀξιῶν, αἵτινες ἔκλεισαν εἰς τὰς ἑξῆς τιμὰς οὐδεμία σχεδὸν μεταβολὴ ἐγένετο.: [22, 377, 265, 487]
- invitation-signature: Πολλοὶ Αἰτωλοακαρνᾶνες φοιτηταί: [1103, 1033, 1314, 1047]
- shoemakers-p3: Ὁ κ. Πρωθυπουργὸς ὑπεσχέθη νὰ ληφθῇ φροντὶς πρὸς θεραπείαν τῶν παραπόνων τῶν ἀρβυλοποιῶν.: [1060, 539, 1314, 584]
- divider: [22, 1751, 265, 1752]
- telegram1-subtitle: Ἐνεργούμεναι ἀνακρίσεις: [56, 1209, 231, 1223]
- divider: [288, 274, 532, 275]
- shop-title: ΑΠΟΘΗΚΗ ΑΓΓΛΙΚΩΝ ΕΙΔΩΝ: [1062, 1495, 1312, 1517]
- railway-date: Ἀθῆναι 20 Δεκεμβρίου 1896.: [841, 2050, 1008, 2064]
- last-hour-title: ΤΕΛΕΥΤΑΙΑ ΩΡΑ: [288, 1880, 591, 2000]
- col4-p19: Ὁ κ. ΔΕΛΗΓΕΩΡΓΗΣ φρονεῖ, ὅτι διὰ τὰς καταστροφὰς πρέπει νὰ ἔλθῃ ἀρωγὸν ἐπὶ τούτου τὸ Κράτος.: [803, 1214, 1046, 1260]
- stock-value: » 228.—: [216, 523, 265, 537]
- stock-name: Σιδηρ. Πελοποννήσου: [22, 618, 151, 632]
- athens-society-subtitle: Ἀρκάδες φοιτηταί: [1125, 184, 1249, 197]
- stock-row: [22, 617, 265, 633]
- university-p10: — Εἴτε τὸν παύσουν εἴτε ὄχι δι΄ ἡμᾶς θεωρεῖται παυμένος.: [288, 1035, 532, 1065]
- stock-row: [22, 713, 265, 729]
- university-title: ΠΑΝΕΠΙΣΤΗΜΙΑΚΑ: [297, 277, 522, 301]
- last-hour-subtitle-1: ΙΔΙΑΙΤΕΡ. ΤΗΛΕΓΡΑΦΗΜΑ ΤΟΥ „ΕΜΠΡΟΣ": [304, 2006, 516, 2038]
- funeral-p3: Παρακαλοῦμεν ὅθεν τοὺς συγγενεῖς καὶ φίλους νὰ συνοδεύσωσι τὴν ἐκφορὰν του ἐκ τῆς ἐπὶ τῆς ὁδοῦ Σόλωνος οἰκίας, ἀριθ. 99 εἰς τὸν ἱερὸν ναὸν τῆς Ζωοδόχου Πηγῆς.: [1068, 1243, 1306, 1321]
- col4-p2: Ὁ κ. ΠΑΠΑΜΙΧΑΛΟΠΟΥΛΟΣ παρακαλεῖ νὰ προταχθῇ τὸ περὶ ἀστυνομίας νομοσχέδιον.: [803, 191, 1046, 236]
- issue-date: 20 Δεκεμβρίου 1896: [825, 64, 1000, 84]
- stock-value: » 43.15: [221, 746, 265, 760]
- col2-p2: Ἤδη ἀνετέθη εἰς τοὺς κ. κ. Μπακόπουλον καὶ Πετρίδην νὰ συγχωνεύσουν τὰ δύο νομοσχέδια εἰς ἕν, τὸ ὁποῖον θὰ ὑποβάλουν σήμερον τὴν 9 1)2 π. μ. εἰς τὴν ἐπιτροπὴν καὶ αὐτὴ εἰς τὸ ὑποβάλῃ ἀπόψε εἰς τὴν Βουλήν.: [288, 175, 532, 268]
- university-p4: — Δὲν πιστεύουν τετρακοσίους φοιτητὰς οἱ ὁποῖοι ἤκουσαν τὰς δόσεις !: [288, 511, 532, 541]
- crete-text: ΛΟΝΔΙΝΟΝ (διὰ Κερκύρας). — Τηλεγραφοῦσιν ἐκ Ρώμης εἰς τὰ «Ἡμ. Νέα» ὅτι ἡ Κρήτη καὶ ἡ Μακεδονία θὰ εἶναι τὴν ἄνοιξιν θέατρον ἐπαναστατικῶν κινημάτων.: [22, 1459, 265, 1537]
- shop-sale: Σημαντικὴ ἔκπτωσις !!!: [1106, 1583, 1268, 1597]
- col3-p5: Τὰ ὕδατα ἐξωγκώθησαν ἐπὶ πλέον ἐξεβίασαν πρὸς τὴν Μπακαρίναν, ἀλλ΄ ἐκεῖ εὐρόντα ἀντίστασιν κατέκλυσαν τὰ χωρία Ταράφ, Ὀμάρ Κάλεβεκ, καὶ Καζακλάρ, βεβαίως δὲ τὰ χωρία Κατόχι, Κουλόγλο, Νεχάκι, ἐχθύσεισαν ἐν τὰς ἐν τῶν κανόνα καταστραφῶσι. Τὰ χωρία ταῦτα κατεπλημμυρήθησαν τὴν πρωίαν καὶ ἀμέσως ἐπεκτείνοντο.: [546, 516, 789, 657]
- wine-prices-title: ΤΙΜΑΙ ΩΡΙΣΜΕΝΑΙ: [1119, 1735, 1255, 1751]
- stock-row: [22, 585, 265, 601]
- telegram2-text: ΛΑΜΙΑ, 19 Δβρίου, ὥρα 9 μ. μ. — Πλημμύρα ἕνεκεν τῆς ἐκχειλίσεως τοῦ Σπερχειοῦ εἰς τὴν πεδιάδα Φθιώτιδος μεγάλας προξενεῖ ζημίας. Ἀπώλεσθη ἀπὸ τῆς πρωίας, οὐτινες κατέπεσαν καλύβαι καὶ ἀπωλένη ποίμνια ποιμένων. Ἀπωλέσθη ποίμνιον ἐξ 20 προβάτων· ἄγνωστον ἐν ἡμέρᾳ ἄλλων ζώων.: [22, 1602, 265, 1728]
- shop-address: 118 ΟΔΟΣ ΕΡΜΟΥ 118: [1092, 1562, 1282, 1580]
- matakia-p2: Γενικὴ ὑπάρχει περιέργεια διὰ τὴν κοινωνίαν ὅτι οἱ δύο γενναῖοι ὑπαξιωματικοὶ τῶν ὁποίων ὁ πατριωτισμὸς ὑπερέβη πάντας τοὺς κατέλθοντας εἰς Κρήτην ἐθελοντὰς θ΄ ἀπαλλαγῶσι πάσης κατηγορίας, καὶ θ΄ ἀποδοθῶσιν εἰς τὰς τάξεις τοῦ ναυτικοῦ ὡς ἐντιμότατοι ἐκπληρώσαντες καὶ μετὰ ζῆλον τὰς ὑποχρεώσεις των. Οὐδὲ θὰ ὑπάρξῃ ναυτοδίκης ὅστις θὰ δεχθῇ νὰ ἐγκολάψῃ εἰς τὸ μέτωπον αὐτῶν τὸ στίγμα τοῦ λιποτάκτου.: [22, 970, 265, 1160]
- parliament-p3: Ὁ κ. ΠΡΩΘΥΠΟΥΡΓΟΣ παρακαλεῖ τὴν Βουλὴν νὰ σκεφθῇ περὶ τῶν ἐργασιῶν καὶ τοῦ ὑπολειπομένου ὀλίγου μέχρι τῶν ἑορτῶν χρόνου δι΄ ὃ νομίζει ὅτι ὁ δέον ἐπιτροπαὶ ὑπὲρ τῶν λοιπῶν νομοσχεδίων ἀναβληθῶσιν τὴν Τρίτην.: [546, 1353, 789, 1447]
- stock-value: » 112.50: [213, 634, 265, 648]
